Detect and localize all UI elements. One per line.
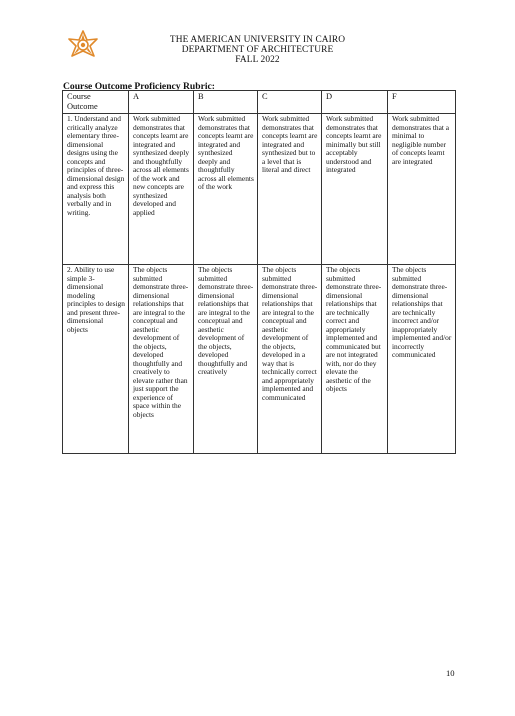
column-header-b: B bbox=[194, 91, 258, 114]
grade-d-cell: Work submitted demonstrates that concepts learnt are minimally but still acceptably understood and integrated bbox=[322, 114, 388, 265]
grade-b-cell: Work submitted demonstrates that concepts learnt are integrated and synthesized deeply and thoughtfully across all elements of the work bbox=[194, 114, 258, 265]
grade-f-cell: Work submitted demonstrates that a minimal to negligible number of concepts learnt are integrated bbox=[388, 114, 456, 265]
page-number: 10 bbox=[446, 668, 455, 678]
table-row bbox=[63, 114, 456, 265]
table-row bbox=[63, 265, 456, 454]
grade-f-cell: The objects submitted demonstrate three-dimensional relationships that are technically incorrect and/or inappropriately implemented and/or incorrectly communicated bbox=[388, 265, 456, 454]
semester: FALL 2022 bbox=[235, 55, 280, 66]
auc-star-logo-icon bbox=[66, 30, 100, 60]
grade-b-cell: The objects submitted demonstrate three-dimensional relationships that are integral to the conceptual and aesthetic development of the objects, developed thoughtfully and creatively bbox=[194, 265, 258, 454]
document-header bbox=[120, 35, 395, 66]
grade-d-cell: The objects submitted demonstrate three-dimensional relationships that are technically correct and appropriately implemented and communicated but are not integrated with, nor do they elevate the aesthetic of the objects bbox=[322, 265, 388, 454]
grade-a-cell: The objects submitted demonstrate three-dimensional relationships that are integral to the conceptual and aesthetic development of the objects, developed thoughtfully and creatively to elevate rather than just support the experience of space within the objects bbox=[129, 265, 194, 454]
rubric-title: Course Outcome Proficiency Rubric: bbox=[63, 81, 215, 92]
rubric-table bbox=[62, 90, 456, 454]
column-header-f: F bbox=[388, 91, 456, 114]
grade-c-cell: The objects submitted demonstrate three-dimensional relationships that are integral to the conceptual and aesthetic development of the objects, developed in a way that is technically correct and appropriately implemented and communicated bbox=[258, 265, 322, 454]
rubric-header-row bbox=[63, 91, 456, 114]
department-name: DEPARTMENT OF ARCHITECTURE bbox=[181, 45, 334, 56]
university-name: THE AMERICAN UNIVERSITY IN CAIRO bbox=[169, 35, 346, 45]
outcome-cell: 1. Understand and critically analyze elementary three-dimensional designs using the concepts and principles of three-dimensional design and express this analysis both verbally and in writing. bbox=[63, 114, 129, 265]
column-header-c: C bbox=[258, 91, 322, 114]
grade-a-cell: Work submitted demonstrates that concepts learnt are integrated and synthesized deeply and thoughtfully across all elements of the work and new concepts are synthesized developed and applied bbox=[129, 114, 194, 265]
column-header-d: D bbox=[322, 91, 388, 114]
outcome-cell: 2. Ability to use simple 3-dimensional modeling principles to design and present three-dimensional objects bbox=[63, 265, 129, 454]
grade-c-cell: Work submitted demonstrates that concepts learnt are integrated and synthesized but to a level that is literal and direct bbox=[258, 114, 322, 265]
column-header-outcome: Course Outcome bbox=[63, 91, 129, 114]
column-header-a: A bbox=[129, 91, 194, 114]
